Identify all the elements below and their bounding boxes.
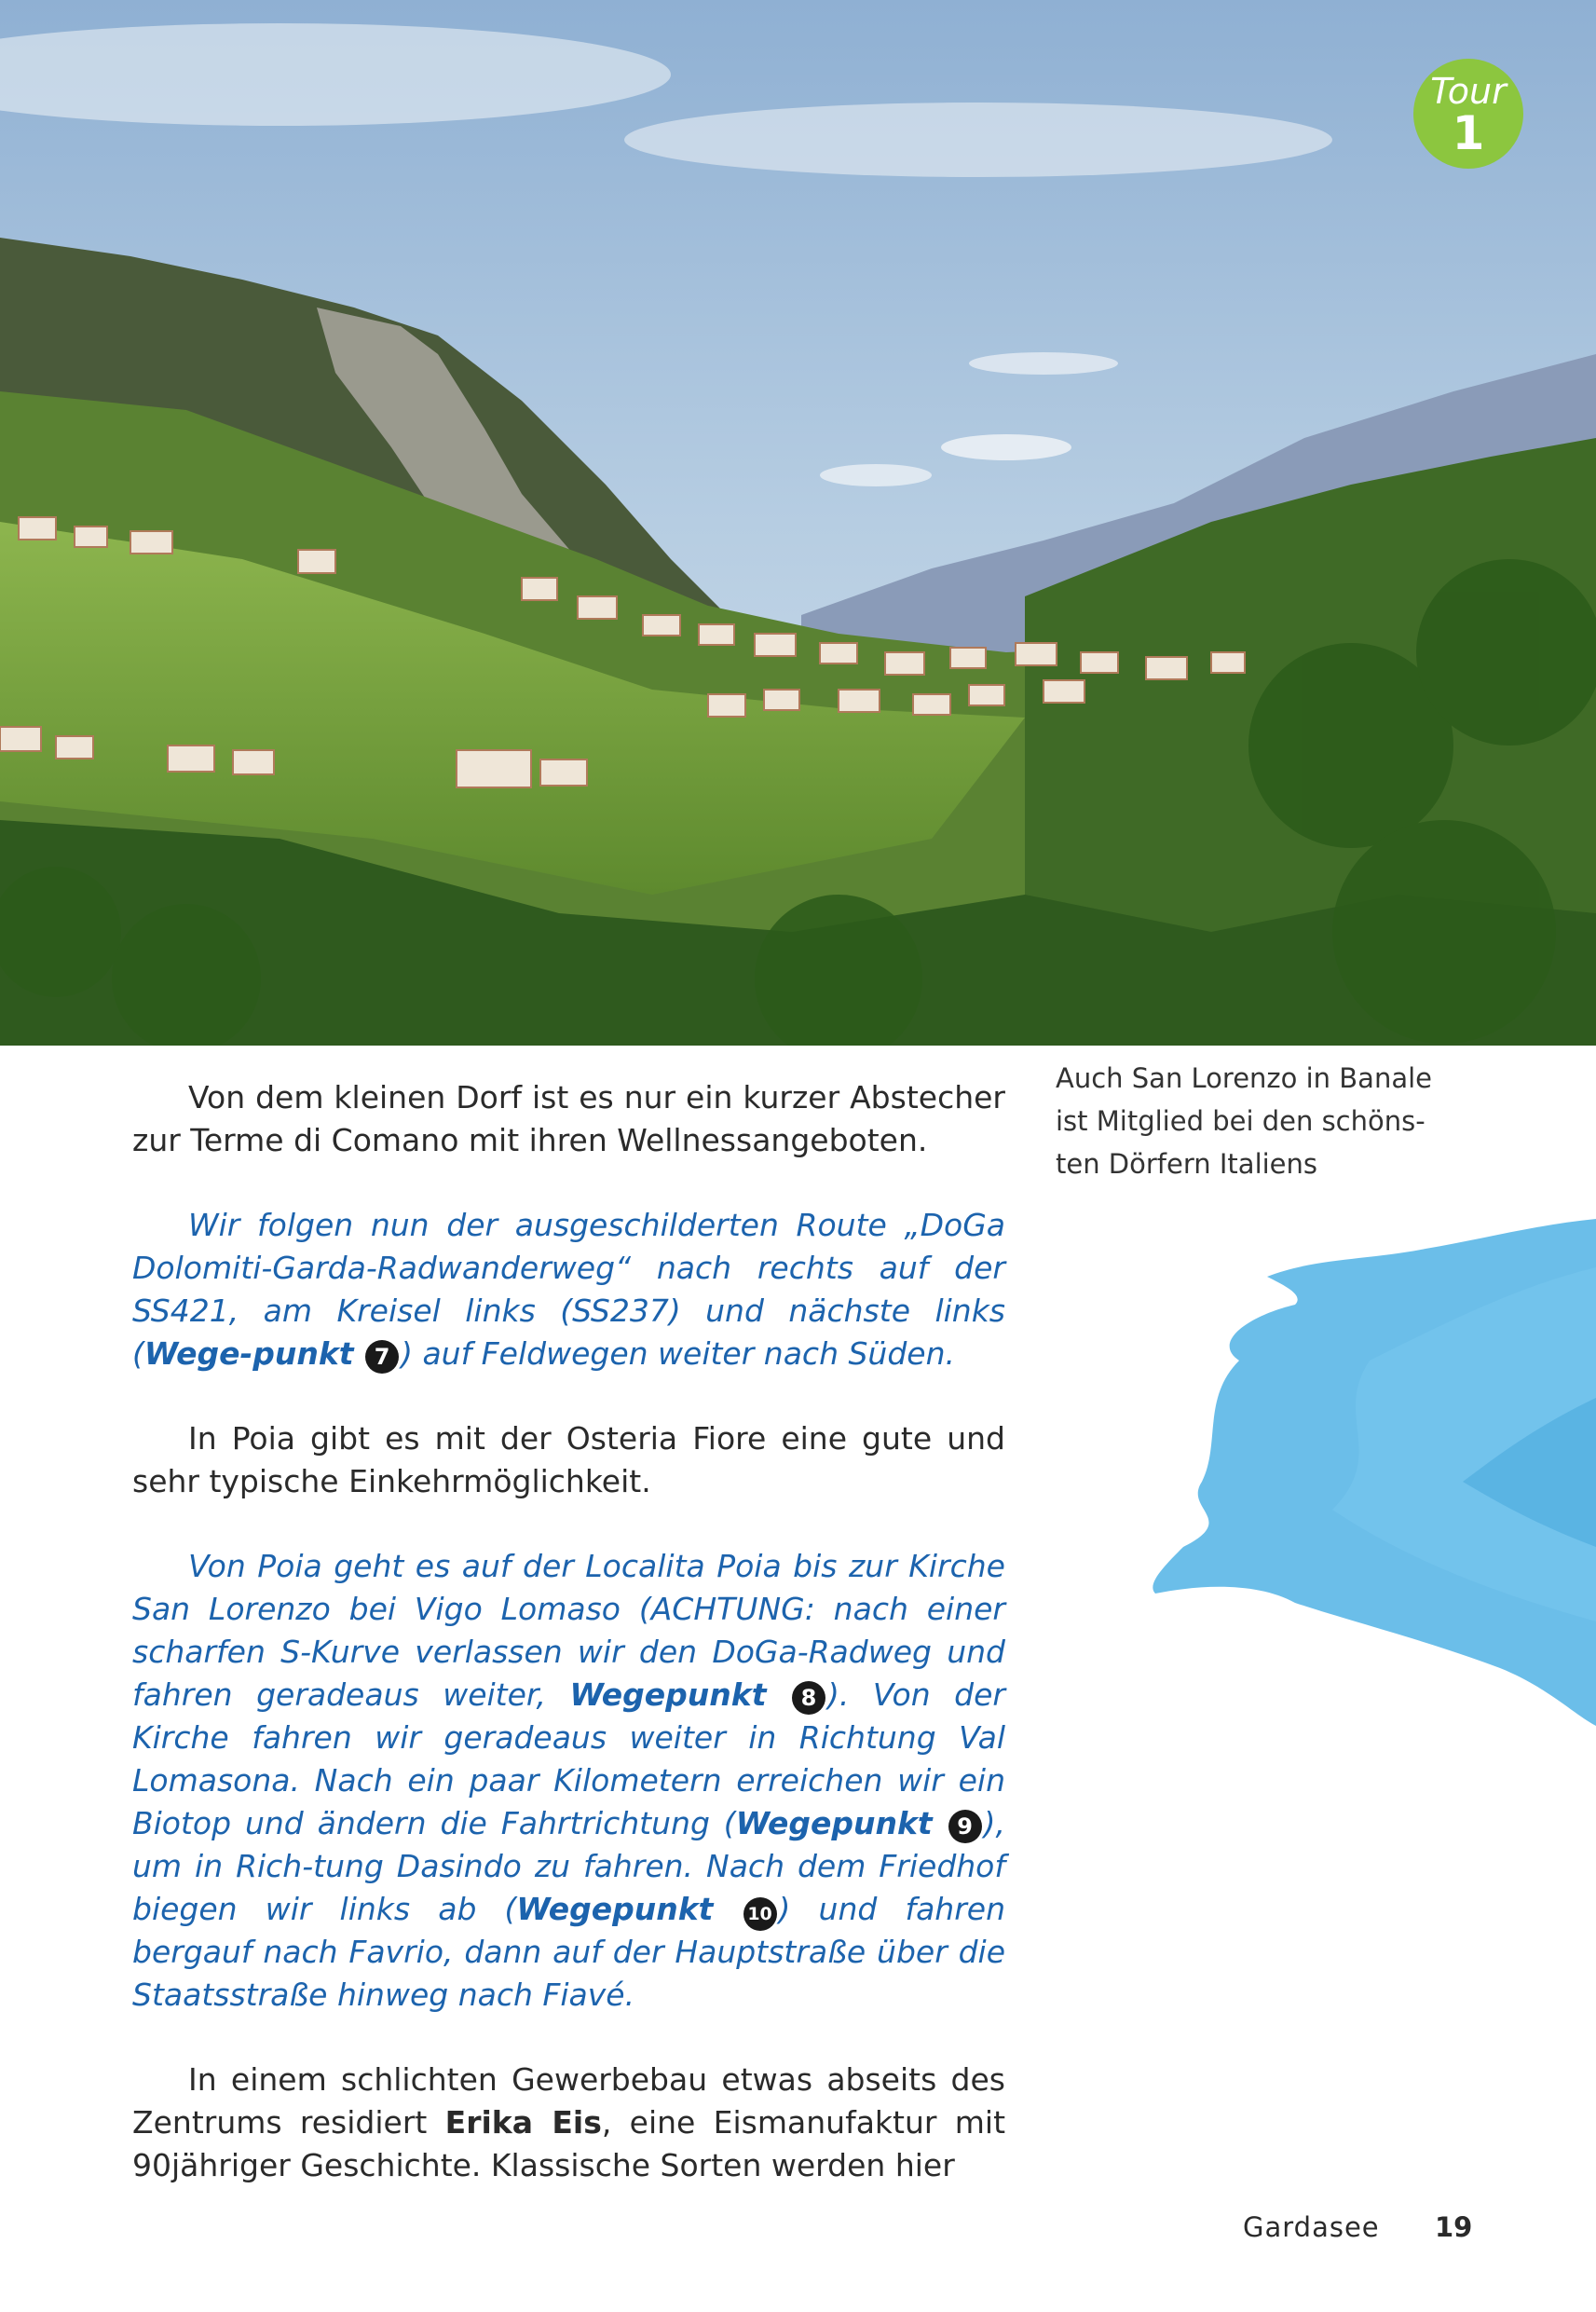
body-text: , eine Eismanufaktur mit 90jähriger Geschichte. Klassische Sorten werden hier xyxy=(132,2104,1006,2183)
route-text: Wir folgen nun der ausgeschilderten Route „DoGa Dolomiti-Garda-Radwanderweg“ nach rechts auf der SS421, am Kreisel links (SS237) und nächste links ( xyxy=(132,1207,1005,1372)
waypoint-10-marker: 10 xyxy=(743,1897,777,1931)
paragraph-terme-di-comano: Von dem kleinen Dorf ist es nur ein kurzer Abstecher zur Terme di Comano mit ihren Wellnessangeboten. xyxy=(132,1079,1005,1158)
footer-region: Gardasee xyxy=(1243,2211,1380,2243)
route-text: ) und fahren bergauf nach Favrio, dann auf der Hauptstraße über die Staatsstraße hinweg nach Fiavé. xyxy=(132,1891,1005,2013)
business-name: Erika Eis xyxy=(444,2104,602,2141)
paragraph-osteria-fiore: In Poia gibt es mit der Osteria Fiore eine gute und sehr typische Einkehrmöglichkeit. xyxy=(132,1420,1005,1499)
route-text: Von Poia geht es auf der Localita Poia bis zur Kirche San Lorenzo bei Vigo Lomaso (ACHTUNG: nach einer scharfen S-Kurve verlassen wir den DoGa-Radweg und fahren geradeaus weiter, xyxy=(132,1548,1005,1713)
waypoint-8-marker: 8 xyxy=(792,1681,825,1715)
tour-badge xyxy=(1413,59,1523,169)
waypoint-label: Wege-punkt xyxy=(143,1335,354,1372)
route-text: ) auf Feldwegen weiter nach Süden. xyxy=(401,1335,955,1372)
tour-badge-label: Tour xyxy=(1430,71,1507,112)
route-text: ), um in Rich-tung Dasindo zu fahren. Nach dem Friedhof biegen wir links ab ( xyxy=(132,1805,1005,1927)
route-paragraph-doga xyxy=(132,1204,1005,1375)
landscape-photo xyxy=(0,0,1596,1046)
watercolor-splash-decoration xyxy=(1146,1211,1596,1733)
paragraph-erika-eis xyxy=(132,2059,1005,2187)
waypoint-label: Wegepunkt xyxy=(569,1676,767,1713)
valley-photo-illustration xyxy=(0,0,1596,1046)
waypoint-label: Wegepunkt xyxy=(516,1891,714,1927)
body-text: In einem schlichten Gewerbebau etwas abseits des Zentrums residiert xyxy=(132,2061,1005,2141)
route-text: ). Von der Kirche fahren wir geradeaus weiter in Richtung Val Lomasona. Nach ein paar Kilometern erreichen wir ein Biotop und ändern die Fahrtrichtung ( xyxy=(132,1676,1005,1841)
tour-badge-number: 1 xyxy=(1452,106,1485,160)
waypoint-9-marker: 9 xyxy=(948,1810,982,1843)
photo-caption xyxy=(1056,1057,1494,1185)
caption-line: ten Dörfern Italiens xyxy=(1056,1148,1318,1180)
page-number: 19 xyxy=(1435,2211,1473,2243)
waypoint-label: Wegepunkt xyxy=(735,1805,933,1841)
caption-line: Auch San Lorenzo in Banale xyxy=(1056,1062,1432,1094)
route-paragraph-poia xyxy=(132,1545,1005,2017)
caption-line: ist Mitglied bei den schöns- xyxy=(1056,1105,1425,1137)
waypoint-7-marker: 7 xyxy=(365,1340,399,1374)
main-text-column xyxy=(132,1076,1005,2229)
